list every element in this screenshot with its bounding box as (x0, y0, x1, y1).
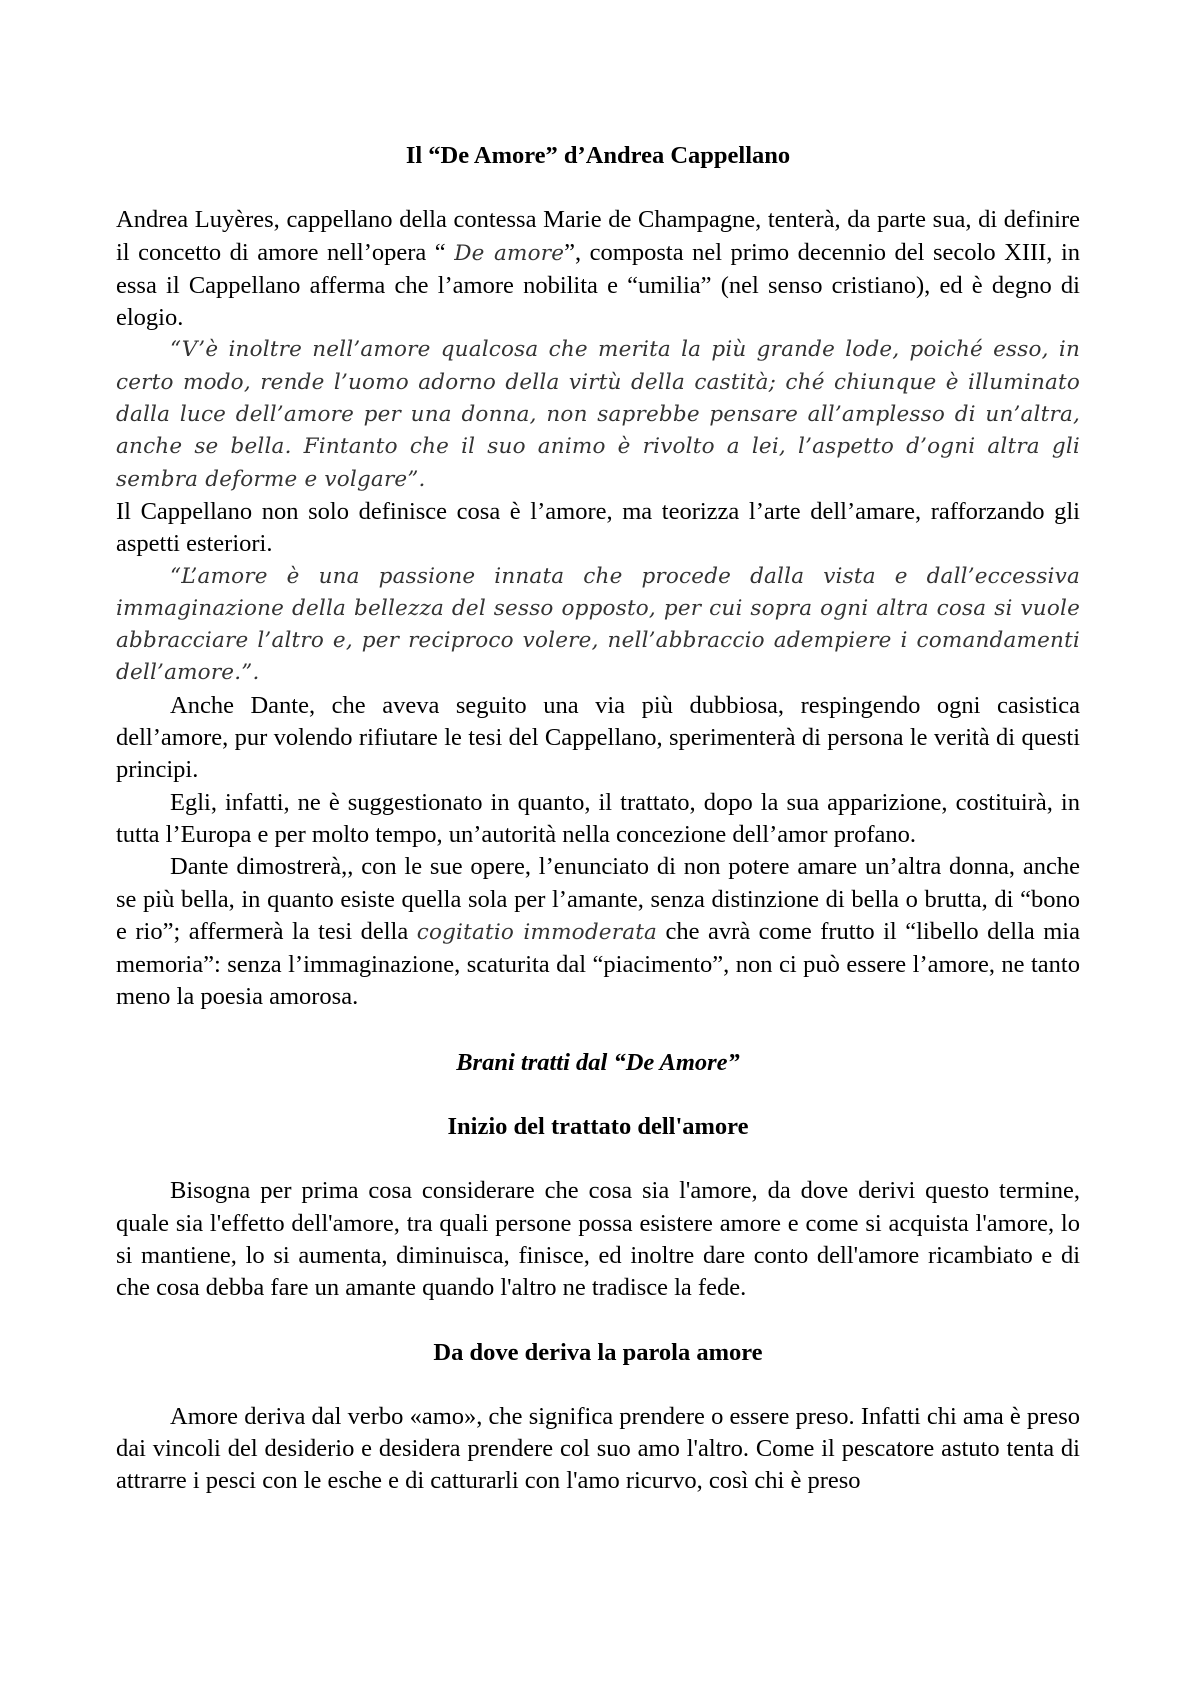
excerpts-heading: Brani tratti dal “De Amore” (456, 1048, 740, 1076)
intro-paragraph (116, 204, 1080, 334)
paragraph-dante: Anche Dante, che aveva seguito una via più dubbiosa, respingendo ogni casistica dell’amore, pur volendo rifiutare le tesi del Cappellano, sperimenterà di persona le verità di questi principi. (116, 691, 1080, 784)
cogitatio-emphasis: cogitatio immoderata (416, 919, 658, 945)
paragraph-art-of-love: Il Cappellano non solo definisce cosa è l’amore, ma teorizza l’arte dell’amare, rafforzando gli aspetti esteriori. (116, 497, 1080, 558)
paragraph-treatise-authority: Egli, infatti, ne è suggestionato in quanto, il trattato, dopo la sua apparizione, costituirà, in tutta l’Europa e per molto tempo, un’autorità nella concezione dell’amor profano. (116, 788, 1080, 848)
treatise-start-heading: Inizio del trattato dell'amore (447, 1113, 749, 1141)
treatise-start-paragraph: Bisogna per prima cosa considerare che cosa sia l'amore, da dove derivi questo termine, quale sia l'effetto dell'amore, tra quali persone possa esistere amore e come si acquista l'amore, lo si mantiene, lo si aumenta, diminuisca, finisce, ed inoltre dare conto dell'amore ricambiato e di che cosa debba fare un amante quando l'altro ne tradisce la fede. (116, 1177, 1080, 1302)
quote-castity: “V’è inoltre nell’amore qualcosa che merita la più grande lode, poiché esso, in certo modo, rende l’uomo adorno della virtù della castità; ché chiunque è illuminato dalla luce dell’amore per una donna, non saprebbe pensare all’amplesso di un’altra, anche se bella. Fintanto che il suo animo è rivolto a lei, l’aspetto d’ogni altra gli sembra deforme e volgare”. (116, 337, 1080, 492)
paragraph-dante-works (116, 851, 1080, 1013)
word-origin-paragraph: Amore deriva dal verbo «amo», che significa prendere o essere preso. Infatti chi ama è preso dai vincoli del desiderio e desidera prendere col suo amo l'altro. Come il pescatore astuto tenta di attrarre i pesci con le esche e di catturarli con l'amo ricurvo, così chi è preso (116, 1402, 1080, 1495)
quote-definition-of-love: “L’amore è una passione innata che procede dalla vista e dall’eccessiva immaginazione della bellezza del sesso opposto, per cui sopra ogni altra cosa si vuole abbracciare l’altro e, per reciproco volere, nell’abbraccio adempiere i comandamenti dell’amore.”. (116, 563, 1080, 686)
dante-works-text-start: Dante dimostrerà,, con le sue opere, l’enunciato di non potere amare un’altra donna, anche se più bella, in quanto esiste quella sola per l’amante, senza distinzione di bella o brutta, di “bono e rio”; affermerà la tesi della (116, 853, 1080, 945)
intro-text-end: ”, composta nel primo decennio del secolo XIII, in essa il Cappellano afferma che l’amore nobilita e “umilia” (nel senso cristiano), ed è degno di elogio. (116, 238, 1080, 332)
document-page (116, 140, 1080, 1498)
document-title: Il “De Amore” d’Andrea Cappellano (405, 142, 791, 169)
intro-text-start: Andrea Luyères, cappellano della contessa Marie de Champagne, tenterà, da parte sua, di definire il concetto di amore nell’opera “ (116, 206, 1080, 266)
work-title: De amore (454, 240, 565, 266)
word-origin-heading: Da dove deriva la parola amore (433, 1338, 763, 1366)
dante-works-text-end: che avrà come frutto il “libello della mia memoria”: senza l’immaginazione, scaturita dal “piacimento”, non ci può essere l’amore, ne tanto meno la poesia amorosa. (116, 917, 1080, 1011)
